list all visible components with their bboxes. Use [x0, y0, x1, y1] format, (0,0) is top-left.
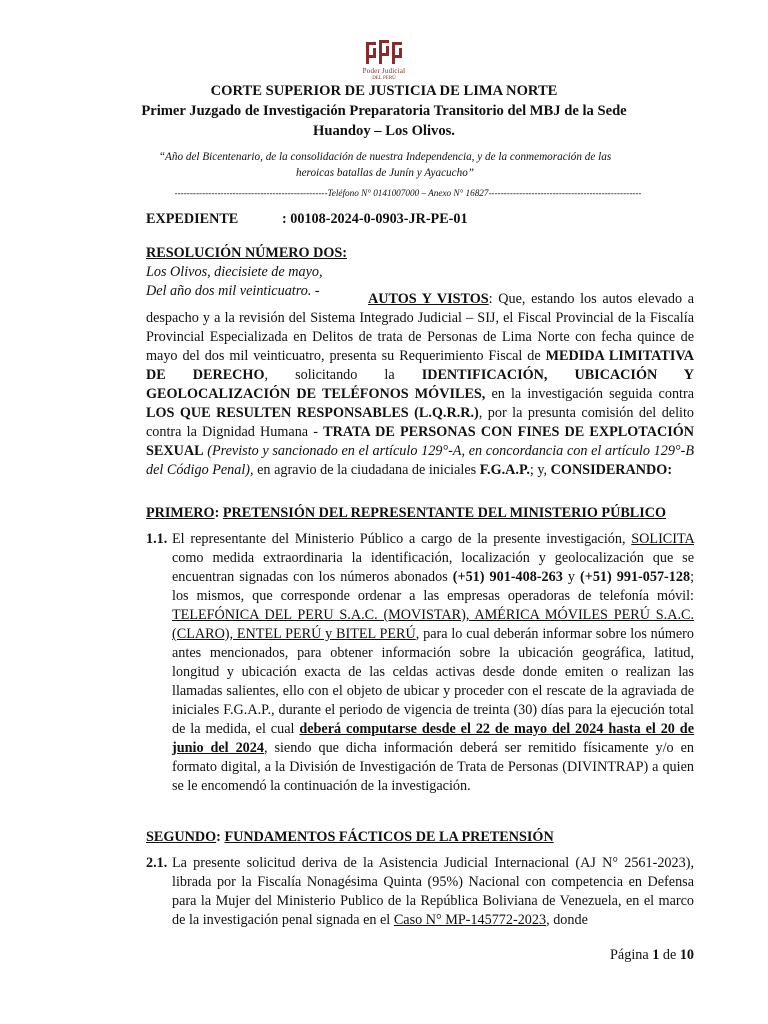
- autos-text: en la investigación seguida contra: [485, 386, 694, 402]
- autos-text: en agravio de la ciudadana de iniciales: [253, 462, 480, 478]
- period-dates: deberá computarse desde el 22 de mayo del 2024 hasta el 20 de junio del 2024: [172, 721, 694, 756]
- resolution-title: RESOLUCIÓN NÚMERO DOS:: [146, 245, 348, 261]
- autos-bold-trata: TRATA DE PERSONAS CON FINES DE EXPLOTACIÓN SEXUAL: [146, 424, 694, 459]
- item-text: , donde: [546, 912, 588, 928]
- expediente-line: [146, 210, 694, 229]
- section-primero-label: PRIMERO: [146, 505, 215, 521]
- autos-italic-articulo: (Previsto y sancionado en el artículo 129°-A, en concordancia con el artículo 129°-B del Código Penal),: [146, 443, 694, 478]
- autos-text: , por la presunta comisión del delito contra la Dignidad Humana -: [146, 405, 695, 440]
- section-segundo-label: SEGUNDO: [146, 829, 217, 845]
- item-1-1: [146, 530, 694, 796]
- autos-bold-identificacion: IDENTIFICACIÓN, UBICACIÓN Y GEOLOCALIZACIÓN DE TELÉFONOS MÓVILES,: [146, 367, 694, 402]
- autos-bold-medida: MEDIDA LIMITATIVA DE DERECHO: [146, 348, 694, 383]
- current-page: 1: [652, 947, 660, 963]
- autos-text: ; y,: [529, 462, 551, 478]
- section-segundo-title: FUNDAMENTOS FÁCTICOS DE LA PRETENSIÓN: [224, 829, 554, 845]
- autos-bold-considerando: CONSIDERANDO:: [550, 462, 673, 478]
- item-number: 2.1.: [146, 855, 168, 871]
- item-2-1: [146, 854, 694, 930]
- item-text: , para lo cual deberán informar sobre los número antes mencionados, para obtener información sobre la ubicación geográfica, latitud, longitud y ubicación exacta de las celdas activas desde donde emiten o realizan las llamadas salientes, ello con el objeto de ubicar y proceder con el rescate de la agraviada de iniciales F.G.A.P., durante el periodo de vigencia de treinta (30) días para la ejecución total de la medida, el cual: [172, 626, 694, 737]
- item-text: ; los mismos, que corresponde ordenar a las empresas operadoras de telefonía móvil:: [172, 569, 695, 604]
- item-body: [172, 530, 694, 796]
- page-number: [610, 946, 694, 965]
- autos-y-vistos-paragraph: [146, 290, 694, 480]
- autos-text: , solicitando la: [264, 367, 422, 383]
- logo-subtitle: DEL PERÚ: [372, 76, 396, 81]
- section-primero-title: PRETENSIÓN DEL REPRESENTANTE DEL MINISTERIO PÚBLICO: [222, 505, 667, 521]
- autos-bold-iniciales: F.G.A.P.: [479, 462, 530, 478]
- item-text: como medida extraordinaria la identificación, localización y geolocalización que se encuentran signadas con los números abonados: [172, 550, 694, 585]
- item-text: La presente solicitud deriva de la Asistencia Judicial Internacional (AJ N° 2561-2023), librada por la Fiscalía Nonagésima Quinta (95%) Nacional con competencia en Defensa para la Mujer del Ministerio Publico de la República Boliviana de Venezuela, en el marco de la investigación penal signada en el: [172, 855, 694, 928]
- year-motto: “Año del Bicentenario, de la consolidación de nuestra Independencia, y de la conmemoración de las heroicas batallas de Junín y Ayacucho”: [158, 151, 612, 179]
- item-body: [172, 854, 694, 930]
- expediente-value: : 00108-2024-0-0903-JR-PE-01: [282, 211, 468, 227]
- phone-line: --------------------------------------------------Teléfono N° 0141007000 – Anexo N° 16827--------------------------------------------------: [174, 188, 642, 198]
- page-word: Página: [610, 947, 649, 963]
- item-text: El representante del Ministerio Público a cargo de la presente investigación,: [172, 531, 632, 547]
- logo-title: Poder Judicial: [362, 67, 406, 75]
- item-text: y: [562, 569, 581, 585]
- phone-number-2: (+51) 991-057-128: [580, 569, 691, 585]
- item-underlined-solicita: SOLICITA: [631, 531, 694, 547]
- of-word: de: [662, 947, 677, 963]
- autos-bold-lqrr: LOS QUE RESULTEN RESPONSABLES (L.Q.R.R.): [146, 405, 479, 421]
- item-text: , siendo que dicha información deberá ser remitido físicamente y/o en formato digital, a la División de Investigación de Trata de Personas (DIVINTRAP) a quien se le encomendó la continuación de la investigación.: [172, 740, 694, 794]
- section-segundo-heading: SEGUNDO: FUNDAMENTOS FÁCTICOS DE LA PRETENSIÓN: [146, 829, 554, 845]
- resolution-year: Del año dos mil veinticuatro. -: [146, 283, 320, 299]
- court-name: CORTE SUPERIOR DE JUSTICIA DE LIMA NORTE: [210, 83, 558, 99]
- case-number: Caso N° MP-145772-2023: [393, 912, 547, 928]
- total-pages: 10: [679, 947, 694, 963]
- autos-text: : Que, estando los autos elevado a despacho y a la revisión del Sistema Integrado Judicial – SIJ, el Fiscal Provincial de la Fiscalía Provincial Especializada en Delitos de trata de Personas de Lima Norte con fecha quince de mayo del dos mil veinticuatro, presenta su Requerimiento Fiscal de: [146, 291, 694, 364]
- autos-lead: AUTOS Y VISTOS: [368, 291, 489, 307]
- section-primero-heading: PRIMERO: PRETENSIÓN DEL REPRESENTANTE DEL MINISTERIO PÚBLICO: [146, 505, 667, 521]
- poder-judicial-emblem-icon: [365, 40, 403, 66]
- operators-list: TELEFÓNICA DEL PERU S.A.C. (MOVISTAR), AMÉRICA MÓVILES PERÚ S.A.C. (CLARO), ENTEL PERÚ y BITEL PERÚ: [172, 607, 694, 642]
- resolution-place-date: Los Olivos, diecisiete de mayo,: [146, 264, 323, 280]
- item-number: 1.1.: [146, 531, 168, 547]
- phone-number-1: (+51) 901-408-263: [452, 569, 563, 585]
- court-subtitle: Primer Juzgado de Investigación Preparatoria Transitorio del MBJ de la Sede Huandoy – Los Olivos.: [141, 103, 627, 139]
- expediente-label: EXPEDIENTE: [146, 211, 239, 227]
